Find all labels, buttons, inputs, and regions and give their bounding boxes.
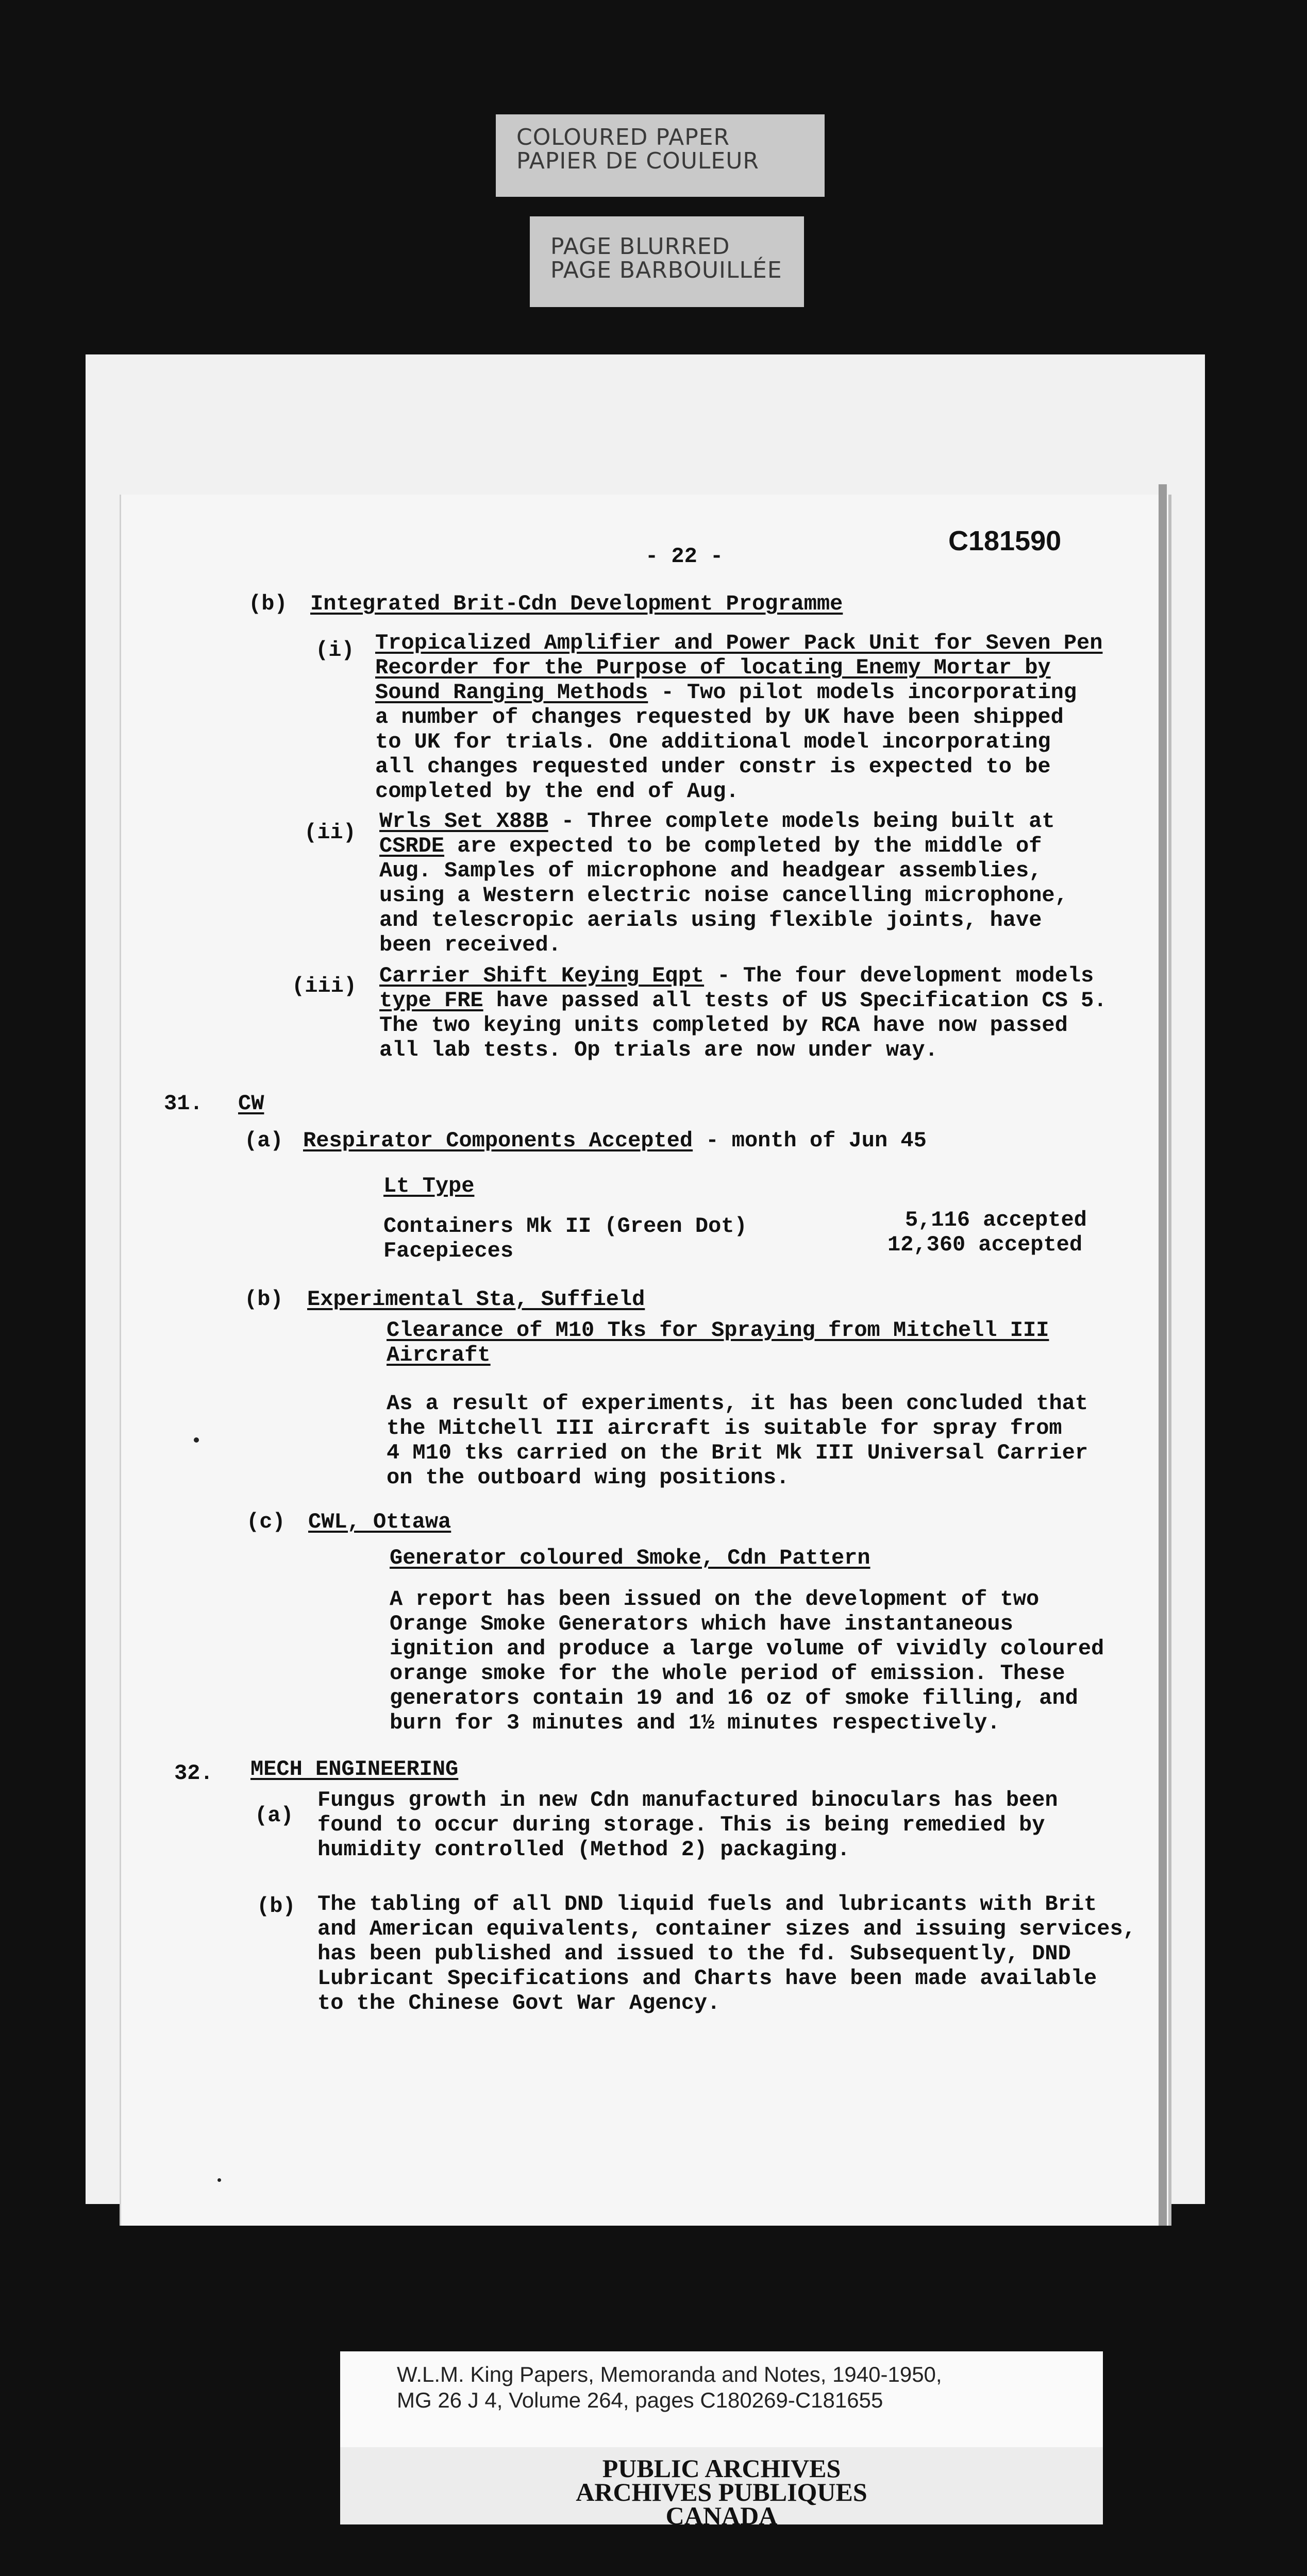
page-number: - 22 - [645,544,724,569]
coloured-paper-en: COLOURED PAPER [516,124,730,150]
section-letter: (b) [248,591,288,616]
item-text: - Three complete models being built at [548,809,1055,834]
body-text: The tabling of all DND liquid fuels and lubricants with Brit [317,1892,1097,1917]
body-text: has been published and issued to the fd. Subsequently, DND [317,1941,1071,1966]
item-text: a number of changes requested by UK have been shipped [375,705,1064,730]
table-label: Containers Mk II (Green Dot) [383,1214,747,1239]
body-text: Fungus growth in new Cdn manufactured binoculars has been [317,1788,1058,1812]
archives-line: PUBLIC ARCHIVES [602,2454,841,2483]
item-text: Aug. Samples of microphone and headgear assemblies, [379,858,1042,883]
section-letter: (c) [246,1510,286,1534]
citation-line: W.L.M. King Papers, Memoranda and Notes, 1940-1950, [397,2362,942,2386]
item-number: (iii) [292,974,357,998]
item-text: - The four development models [704,963,1094,988]
item-text-line [379,963,1094,988]
section-heading: CWL, Ottawa [308,1510,451,1534]
coloured-paper-label [496,114,825,197]
body-text: generators contain 19 and 16 oz of smoke filling, and [390,1686,1078,1710]
sub-heading: Generator coloured Smoke, Cdn Pattern [390,1546,870,1570]
body-text: ignition and produce a large volume of vividly coloured [390,1636,1104,1661]
paragraph-heading: CW [238,1091,264,1116]
scan-speck [217,2178,221,2182]
section-letter: (b) [244,1287,283,1312]
item-heading: CSRDE [379,834,445,858]
item-heading: Carrier Shift Keying Eqpt [379,963,705,988]
item-heading: type FRE [379,988,483,1013]
paragraph-heading: MECH ENGINEERING [250,1757,459,1782]
page-edge [1159,484,1167,2226]
item-text-line [379,834,1042,858]
item-text-line [379,809,1055,834]
page-blurred-en: PAGE BLURRED [550,233,730,260]
page-blurred-fr: PAGE BARBOUILLÉE [550,257,782,283]
sub-heading: Aircraft [387,1343,491,1367]
item-heading: Sound Ranging Methods [375,680,648,705]
page-blurred-label [530,216,804,307]
item-text: all lab tests. Op trials are now under way. [379,1038,938,1062]
section-heading-line [303,1128,927,1153]
item-text: all changes requested under constr is expected to be [375,754,1051,779]
coloured-paper-fr: PAPIER DE COULEUR [516,148,760,174]
section-heading: Integrated Brit-Cdn Development Programme [310,591,843,616]
item-text: to UK for trials. One additional model incorporating [375,730,1051,754]
body-text: As a result of experiments, it has been concluded that [387,1391,1088,1416]
item-number: (i) [315,638,355,663]
section-letter: (a) [255,1803,294,1828]
paragraph-number: 31. [164,1091,203,1116]
citation-line: MG 26 J 4, Volume 264, pages C180269-C181655 [397,2388,883,2412]
item-text: and telescropic aerials using flexible joints, have [379,908,1042,933]
archives-line: CANADA [665,2501,778,2530]
body-text: Orange Smoke Generators which have instantaneous [390,1612,1013,1636]
item-text: have passed all tests of US Specification CS 5. [483,988,1107,1013]
body-text: Lubricant Specifications and Charts have been made available [317,1966,1097,1991]
body-text: 4 M10 tks carried on the Brit Mk III Universal Carrier [387,1440,1088,1465]
item-text: using a Western electric noise cancelling microphone, [379,883,1068,908]
scan-speck [194,1437,199,1443]
body-text: humidity controlled (Method 2) packaging. [317,1837,850,1862]
item-heading: Tropicalized Amplifier and Power Pack Unit for Seven Pen [375,631,1103,655]
sub-heading: Lt Type [383,1174,475,1198]
table-value: 12,360 accepted [887,1232,1083,1257]
body-text: found to occur during storage. This is being remedied by [317,1812,1045,1837]
item-number: (ii) [304,820,356,845]
table-value: 5,116 accepted [905,1208,1087,1232]
section-heading: Experimental Sta, Suffield [307,1287,645,1312]
item-text-line [375,680,1077,705]
body-text: and American equivalents, container sizes and issuing services, [317,1917,1136,1941]
section-heading: Respirator Components Accepted [303,1128,693,1153]
reference-number: C181590 [948,526,1062,556]
item-text: been received. [379,933,561,957]
item-text-line [379,988,1107,1013]
body-text: orange smoke for the whole period of emission. These [390,1661,1065,1686]
item-text: completed by the end of Aug. [375,779,739,804]
citation-box [340,2351,1103,2447]
item-heading: Wrls Set X88B [379,809,548,834]
section-heading-rest: - month of Jun 45 [693,1128,927,1153]
section-letter: (b) [257,1894,296,1919]
item-text: The two keying units completed by RCA have now passed [379,1013,1068,1038]
body-text: burn for 3 minutes and 1½ minutes respectively. [390,1710,1000,1735]
sub-heading: Clearance of M10 Tks for Spraying from Mitchell III [387,1318,1049,1343]
item-text: are expected to be completed by the middle of [444,834,1042,858]
paragraph-number: 32. [174,1761,213,1786]
table-label: Facepieces [383,1239,514,1263]
archives-stamp [340,2447,1103,2530]
item-heading: Recorder for the Purpose of locating Enemy Mortar by [375,655,1051,680]
body-text: to the Chinese Govt War Agency. [317,1991,720,2015]
item-text: - Two pilot models incorporating [648,680,1077,705]
body-text: A report has been issued on the development of two [390,1587,1040,1612]
section-letter: (a) [244,1128,283,1153]
body-text: on the outboard wing positions. [387,1465,790,1490]
body-text: the Mitchell III aircraft is suitable for spray from [387,1416,1062,1440]
archives-line: ARCHIVES PUBLIQUES [576,2478,867,2506]
